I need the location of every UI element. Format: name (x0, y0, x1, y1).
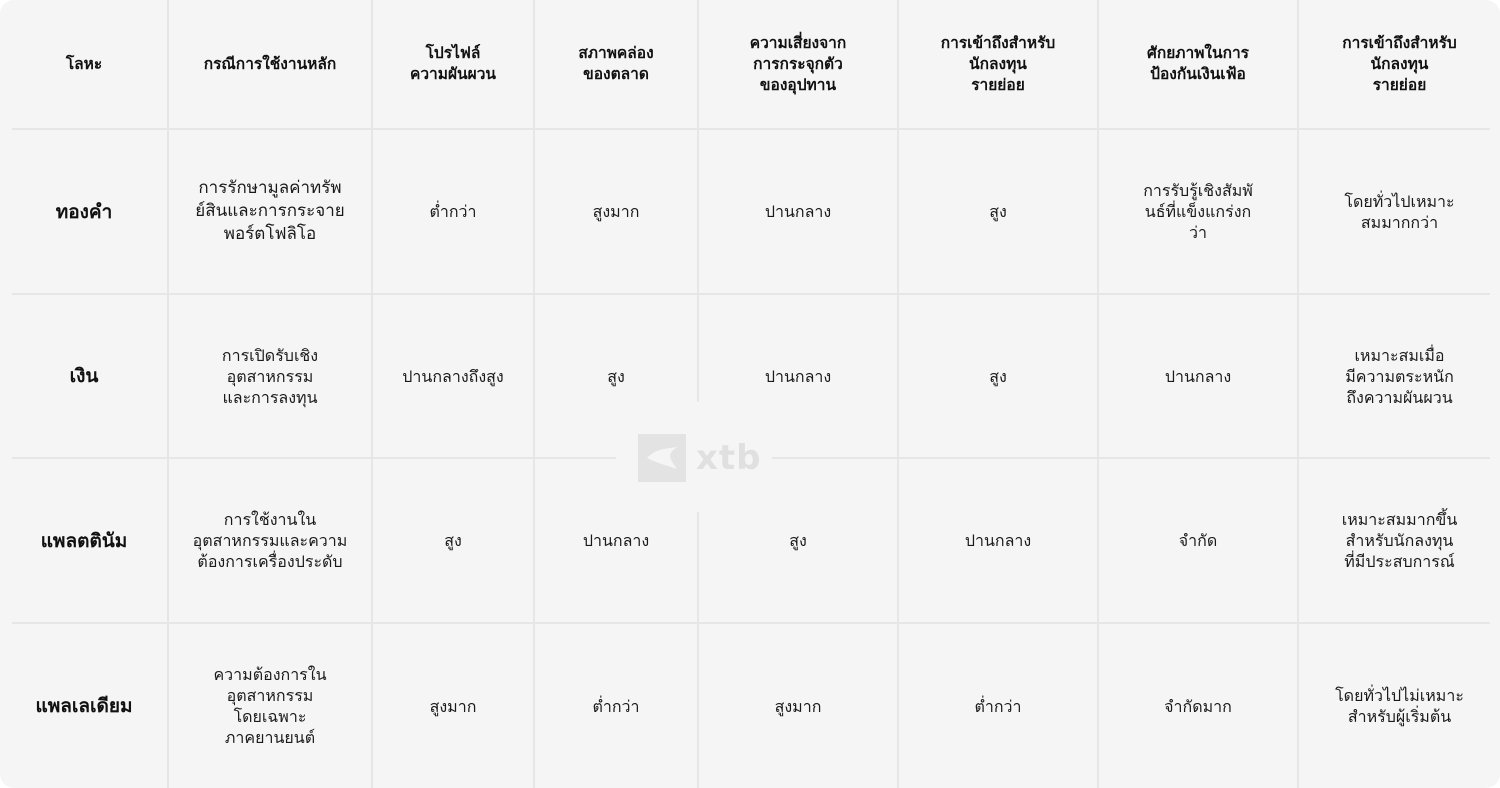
row-label-palladium: แพลเลเดียม (35, 695, 133, 717)
row-label-silver: เงิน (69, 365, 99, 387)
table-cell: สูง (989, 202, 1007, 221)
table-cell: โดยทั่วไปไม่เหมาะ สำหรับผู้เริ่มต้น (1335, 686, 1464, 726)
header-inflation-hedge-potential: ศักยภาพในการ ป้องกันเงินเฟ้อ (1146, 44, 1250, 83)
header-market-liquidity: สภาพคล่อง ของตลาด (578, 44, 654, 83)
table-cell: ปานกลาง (1164, 366, 1232, 386)
header-retail-access: การเข้าถึงสำหรับ นักลงทุน รายย่อย (940, 33, 1056, 94)
table-cell: เหมาะสมเมื่อ มีความตระหนัก ถึงความผันผวน (1345, 345, 1454, 407)
table-cell: สูงมาก (774, 696, 822, 716)
table-cell: ปานกลาง (964, 531, 1032, 550)
header-metal: โลหะ (65, 54, 103, 73)
table-cell: จำกัดมาก (1164, 696, 1232, 716)
table-cell: จำกัด (1178, 531, 1218, 550)
header-supply-concentration-risk: ความเสี่ยงจาก การกระจุกตัว ของอุปทาน (749, 33, 847, 94)
table-cell: ปานกลาง (764, 202, 832, 221)
header-primary-use-case: กรณีการใช้งานหลัก (203, 54, 337, 73)
header-volatility-profile: โปรไฟล์ ความผันผวน (409, 44, 497, 83)
table-cell: ปานกลาง (582, 531, 650, 550)
table-cell: ปานกลาง (764, 366, 832, 386)
table-cell: การเปิดรับเชิง อุตสาหกรรม และการลงทุน (221, 345, 319, 407)
table-cell: สูง (607, 366, 625, 386)
table-cell: สูง (989, 366, 1007, 386)
table-cell: โดยทั่วไปเหมาะ สมมากกว่า (1344, 191, 1455, 232)
table-cell: สูงมาก (429, 696, 477, 716)
row-label-gold: ทองคำ (55, 200, 113, 223)
table-cell: สูงมาก (592, 202, 640, 221)
table-cell: ต่ำกว่า (429, 202, 477, 221)
header-retail-suitability: การเข้าถึงสำหรับ นักลงทุน รายย่อย (1342, 33, 1457, 94)
table-cell: ต่ำกว่า (592, 696, 640, 716)
table-cell: ความต้องการใน อุตสาหกรรม โดยเฉพาะ ภาคยานยนต์ (213, 665, 327, 747)
row-label-platinum: แพลตตินัม (40, 529, 128, 552)
table-cell: ต่ำกว่า (974, 696, 1022, 716)
watermark-text: xtb (696, 438, 762, 478)
table-cell: การรักษามูลค่าทรัพ ย์สินและการกระจาย พอร์ตโฟลิโอ (195, 178, 345, 244)
table-cell: เหมาะสมมากขึ้น สำหรับนักลงทุน ที่มีประสบการณ์ (1341, 510, 1458, 571)
table-cell: ปานกลางถึงสูง (402, 366, 504, 386)
table-cell: การรับรู้เชิงสัมพั นธ์ที่แข็งแกร่งก ว่า (1143, 181, 1253, 242)
table-cell: การใช้งานใน อุตสาหกรรมและความ ต้องการเครื่องประดับ (192, 510, 348, 571)
table-cell: สูง (789, 531, 807, 550)
table-cell: สูง (444, 531, 462, 550)
